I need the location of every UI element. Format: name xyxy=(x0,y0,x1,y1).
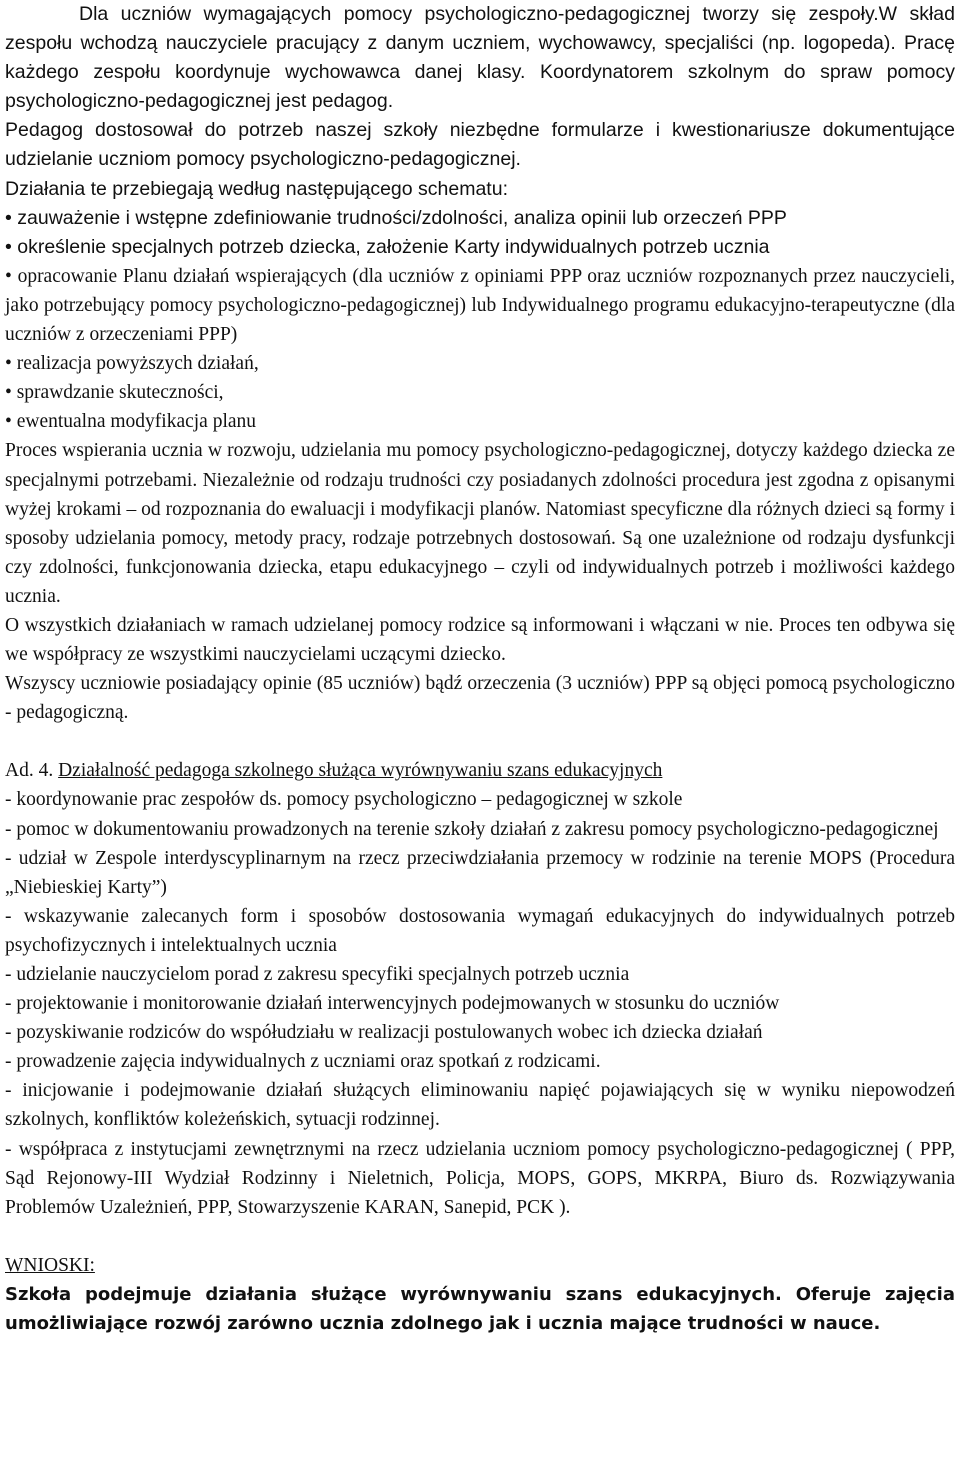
intro-paragraph-3: Działania te przebiegają według następującego schematu: xyxy=(5,177,508,200)
schema-item: • określenie specjalnych potrzeb dziecka, założenie Karty indywidualnych potrzeb ucznia xyxy=(5,233,955,262)
section-4-item: - pozyskiwanie rodziców do współudziału w realizacji postulowanych wobec ich dziecka działań xyxy=(5,1022,763,1044)
section-4-item: - udzielanie nauczycielom porad z zakresu specyfiki specjalnych potrzeb ucznia xyxy=(5,964,630,985)
spacer xyxy=(5,1222,955,1251)
section-4-list xyxy=(5,785,955,1221)
intro-paragraph-1: Dla uczniów wymagających pomocy psychologiczno-pedagogicznej tworzy się zespoły.W skład zespołu wchodzą nauczyciele pracujący z danym uczniem, wychowawcy, specjaliści (np. logopeda). Pracę każdego zespołu koordynuje wychowawca danej klasy. Koordynatorem szkolnym do spraw pomocy psychologiczno-pedagogicznej jest pedagog. xyxy=(5,3,955,113)
section-4-item: - koordynowanie prac zespołów ds. pomocy psychologiczno – pedagogicznej w szkole xyxy=(5,789,683,811)
schema-item: • opracowanie Planu działań wspierających (dla uczniów z opiniami PPP oraz uczniów rozpoznanych przez nauczycieli, jako potrzebujący pomocy psychologiczno-pedagogicznej) lub Indywidualnego programu edukacyjno-terapeutyczne (dla uczniów z orzeczeniami PPP) xyxy=(5,262,955,349)
schema-item: • realizacja powyższych działań, xyxy=(5,349,955,378)
intro-paragraph-2: Pedagog dostosował do potrzeb naszej szkoły niezbędne formularze i kwestionariusze dokumentujące udzielanie uczniom pomocy psychologiczno-pedagogicznej. xyxy=(5,119,955,171)
section-4-item: - projektowanie i monitorowanie działań interwencyjnych podejmowanych w stosunku do uczniów xyxy=(5,993,780,1015)
conclusions-text: Szkoła podejmuje działania służące wyrównywaniu szans edukacyjnych. Oferuje zajęcia umożliwiające rozwój zarówno ucznia zdolnego jak i ucznia mające trudności w nauce. xyxy=(5,1283,955,1335)
schema-item: • zauważenie i wstępne zdefiniowanie trudności/zdolności, analiza opinii lub orzeczeń PPP xyxy=(5,204,955,233)
process-paragraph-1: Proces wspierania ucznia w rozwoju, udzielania mu pomocy psychologiczno-pedagogicznej, dotyczy każdego dziecka ze specjalnymi potrzebami. Niezależnie od rodzaju trudności czy posiadanych zdolności procedura jest zgodna z opisanymi wyżej krokami – od rozpoznania do ewaluacji i modyfikacji planów. Natomiast specyficzne dla różnych dzieci są formy i sposoby udzielania pomocy, metody pracy, rodzaje potrzebnych dostosowań. Są one uzależnione od rodzaju dysfunkcji czy zdolności, funkcjonowania dziecka, etapu edukacyjnego – czyli od indywidualnych potrzeb i możliwości każdego ucznia. xyxy=(5,440,955,607)
section-4-item: - pomoc w dokumentowaniu prowadzonych na terenie szkoły działań z zakresu pomocy psychologiczno-pedagogicznej xyxy=(5,818,939,840)
schema-item: • ewentualna modyfikacja planu xyxy=(5,407,955,436)
section-4-item: - udział w Zespole interdyscyplinarnym na rzecz przeciwdziałania przemocy w rodzinie na terenie MOPS (Procedura „Niebieskiej Karty”) xyxy=(5,847,955,898)
section-4-title: Działalność pedagoga szkolnego służąca wyrównywaniu szans edukacyjnych xyxy=(58,760,663,782)
section-4-item: - inicjowanie i podejmowanie działań służących eliminowaniu napięć pojawiających się w wyniku niepowodzeń szkolnych, konfliktów koleżeńskich, sytuacji rodzinnej. xyxy=(5,1080,955,1131)
section-4-item: - współpraca z instytucjami zewnętrznymi na rzecz udzielania uczniom pomocy psychologiczno-pedagogicznej ( PPP, Sąd Rejonowy-III Wydział Rodzinny i Nieletnich, Policja, MOPS, GOPS, MKRPA, Biuro ds. Rozwiązywania Problemów Uzależnień, PPP, Stowarzyszenie KARAN, Sanepid, PCK ). xyxy=(5,1138,955,1218)
spacer xyxy=(5,727,955,756)
schema-list xyxy=(5,204,955,437)
schema-item: • sprawdzanie skuteczności, xyxy=(5,378,955,407)
section-4-item: - wskazywanie zalecanych form i sposobów dostosowania wymagań edukacyjnych do indywidualnych potrzeb psychofizycznych i intelektualnych ucznia xyxy=(5,905,955,956)
process-paragraph-3: Wszyscy uczniowie posiadający opinie (85 uczniów) bądź orzeczenia (3 uczniów) PPP są objęci pomocą psychologiczno - pedagogiczną. xyxy=(5,673,955,724)
conclusions-heading: WNIOSKI: xyxy=(5,1254,95,1276)
section-4-prefix: Ad. 4. xyxy=(5,760,54,782)
process-paragraph-2: O wszystkich działaniach w ramach udzielanej pomocy rodzice są informowani i włączani w nie. Proces ten odbywa się we współpracy ze wszystkimi nauczycielami uczącymi dziecko. xyxy=(5,614,955,666)
section-4-heading xyxy=(5,756,955,785)
section-4-item: - prowadzenie zajęcia indywidualnych z uczniami oraz spotkań z rodzicami. xyxy=(5,1051,601,1073)
